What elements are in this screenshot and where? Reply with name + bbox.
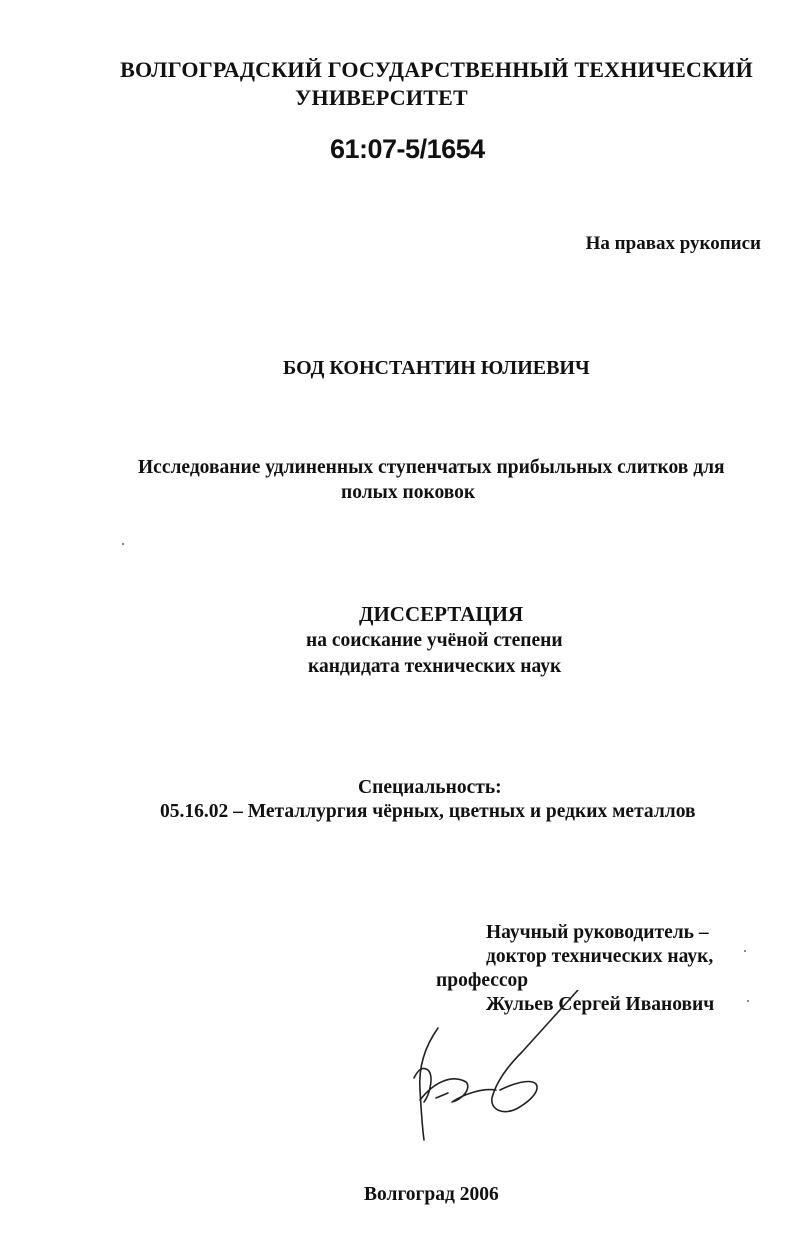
university-name-line1: ВОЛГОГРАДСКИЙ ГОСУДАРСТВЕННЫЙ ТЕХНИЧЕСКИЙ (120, 57, 753, 82)
city-year: Волгоград 2006 (364, 1184, 499, 1205)
degree-line1: на соискание учёной степени (306, 630, 563, 651)
advisor-title: профессор (436, 970, 529, 991)
scan-speck (744, 950, 746, 952)
catalog-code: 61:07-5/1654 (330, 134, 485, 164)
advisor-role: Научный руководитель – (486, 922, 709, 943)
author-name: БОД КОНСТАНТИН ЮЛИЕВИЧ (283, 357, 590, 379)
rights-note: На правах рукописи (585, 233, 761, 254)
scan-speck (122, 543, 124, 545)
dissertation-title-line2: полых поковок (341, 482, 476, 503)
advisor-degree: доктор технических наук, (486, 946, 714, 967)
specialty-label: Специальность: (358, 777, 502, 798)
advisor-name: Жульев Сергей Иванович (486, 994, 715, 1015)
degree-line2: кандидата технических наук (308, 656, 562, 677)
specialty-value: 05.16.02 – Металлургия чёрных, цветных и редких металлов (160, 801, 696, 822)
handwritten-signature (400, 990, 600, 1150)
university-name-line2: УНИВЕРСИТЕТ (295, 85, 468, 110)
scan-speck (747, 1000, 749, 1002)
document-type-label: ДИССЕРТАЦИЯ (359, 602, 524, 626)
dissertation-title-line1: Исследование удлиненных ступенчатых прибыльных слитков для (138, 457, 725, 478)
